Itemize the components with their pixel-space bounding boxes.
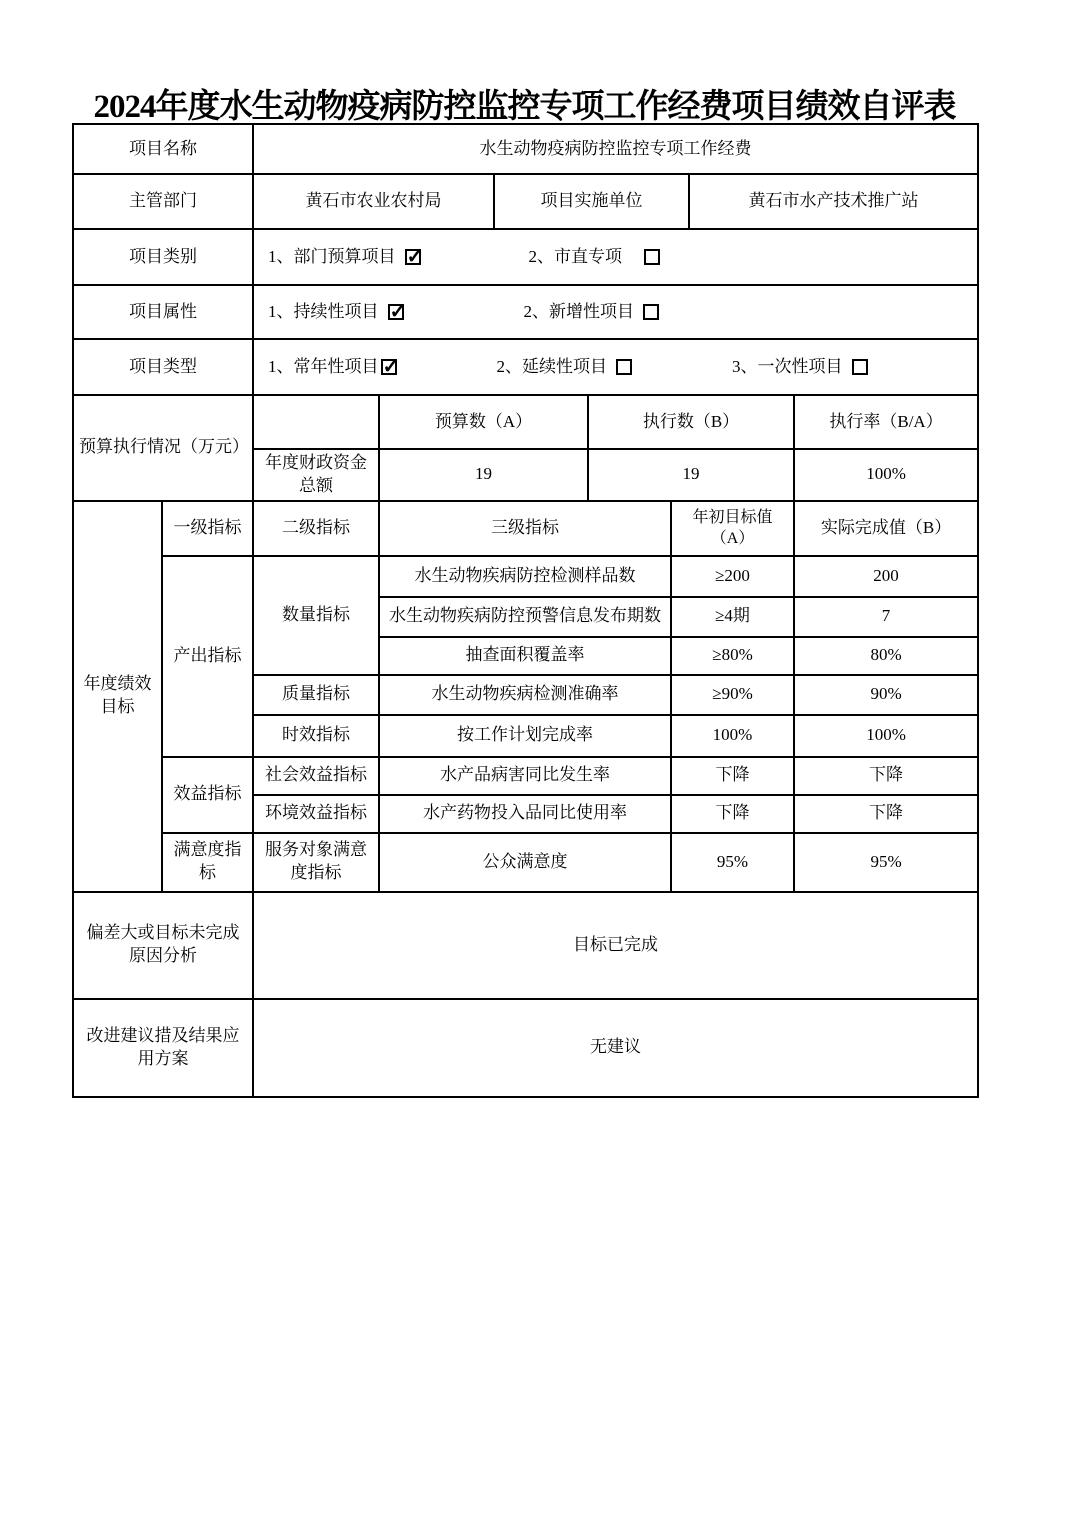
- indicator-row-7-name: 水产药物投入品同比使用率: [379, 795, 671, 833]
- improvement-value: 无建议: [253, 999, 978, 1097]
- project-name-value: 水生动物疫病防控监控专项工作经费: [253, 124, 978, 174]
- indicator-row-3-name: 抽查面积覆盖率: [379, 637, 671, 675]
- l2-social-cell: 社会效益指标: [253, 757, 379, 795]
- attribute-options: [259, 301, 972, 324]
- attribute-option-1-label: 1、持续性项目: [268, 301, 379, 321]
- category-option-2-checkbox-icon[interactable]: [644, 249, 660, 265]
- attribute-option-1-checkbox-icon[interactable]: [388, 304, 404, 320]
- ptype-option-1-checkbox-icon[interactable]: [381, 359, 397, 375]
- indicator-row-4-target: ≥90%: [671, 675, 794, 715]
- ptype-option-2-checkbox-icon[interactable]: [616, 359, 632, 375]
- ptype-option-3: [732, 356, 868, 379]
- budget-col-rate-header: 执行率（B/A）: [794, 395, 978, 449]
- impl-unit-label: 项目实施单位: [494, 174, 689, 229]
- l2-service-cell: 服务对象满意度指标: [253, 833, 379, 892]
- category-options-cell: [253, 229, 978, 285]
- l2-timeliness-cell: 时效指标: [253, 715, 379, 757]
- attribute-option-1: [268, 301, 404, 324]
- l2-quality-cell: 质量指标: [253, 675, 379, 715]
- attribute-option-2-label: 2、新增性项目: [523, 301, 634, 321]
- category-option-1-label: 1、部门预算项目: [268, 246, 396, 266]
- indicator-row-1-actual: 200: [794, 556, 978, 597]
- indicator-row-4-actual: 90%: [794, 675, 978, 715]
- l2-environment-cell: 环境效益指标: [253, 795, 379, 833]
- indicator-row-3-target: ≥80%: [671, 637, 794, 675]
- attribute-option-2-checkbox-icon[interactable]: [643, 304, 659, 320]
- budget-col-b-header: 执行数（B）: [588, 395, 794, 449]
- indicator-header-l1: 一级指标: [162, 501, 253, 556]
- ptype-option-1-label: 1、常年性项目: [268, 356, 379, 376]
- indicator-row-8-name: 公众满意度: [379, 833, 671, 892]
- budget-section-label: 预算执行情况（万元）: [73, 395, 253, 501]
- category-options: [259, 246, 972, 269]
- ptype-option-2: [497, 356, 633, 379]
- ptype-option-1: [268, 356, 397, 379]
- indicator-row-3-actual: 80%: [794, 637, 978, 675]
- indicator-row-5-actual: 100%: [794, 715, 978, 757]
- ptype-option-2-label: 2、延续性项目: [496, 356, 607, 376]
- improvement-label: 改进建议措及结果应用方案: [73, 999, 253, 1097]
- indicator-header-l3: 三级指标: [379, 501, 671, 556]
- budget-b-value: 19: [588, 449, 794, 501]
- ptype-option-3-label: 3、一次性项目: [732, 356, 843, 376]
- category-option-2: [529, 246, 661, 269]
- ptype-label: 项目类型: [73, 339, 253, 395]
- budget-row-label: 年度财政资金总额: [253, 449, 379, 501]
- attribute-label: 项目属性: [73, 285, 253, 339]
- ptype-options-cell: [253, 339, 978, 395]
- impl-unit-value: 黄石市水产技术推广站: [689, 174, 978, 229]
- evaluation-table: [72, 123, 979, 1098]
- deviation-label: 偏差大或目标未完成原因分析: [73, 892, 253, 999]
- indicator-header-l2: 二级指标: [253, 501, 379, 556]
- perf-goal-section-label: 年度绩效目标: [73, 501, 162, 892]
- indicator-row-5-name: 按工作计划完成率: [379, 715, 671, 757]
- ptype-options: [259, 356, 972, 379]
- deviation-value: 目标已完成: [253, 892, 978, 999]
- attribute-option-2: [524, 301, 660, 324]
- budget-empty-cell: [253, 395, 379, 449]
- attribute-options-cell: [253, 285, 978, 339]
- indicator-row-8-target: 95%: [671, 833, 794, 892]
- l1-satisfaction-cell: 满意度指标: [162, 833, 253, 892]
- dept-label: 主管部门: [73, 174, 253, 229]
- ptype-option-3-checkbox-icon[interactable]: [852, 359, 868, 375]
- budget-col-a-header: 预算数（A）: [379, 395, 588, 449]
- l2-quantity-cell: 数量指标: [253, 556, 379, 675]
- indicator-header-actual: 实际完成值（B）: [794, 501, 978, 556]
- category-label: 项目类别: [73, 229, 253, 285]
- dept-value: 黄石市农业农村局: [253, 174, 494, 229]
- budget-a-value: 19: [379, 449, 588, 501]
- l1-output-cell: 产出指标: [162, 556, 253, 757]
- indicator-row-8-actual: 95%: [794, 833, 978, 892]
- category-option-1-checkbox-icon[interactable]: [405, 249, 421, 265]
- indicator-row-1-target: ≥200: [671, 556, 794, 597]
- indicator-row-4-name: 水生动物疾病检测准确率: [379, 675, 671, 715]
- indicator-row-6-name: 水产品病害同比发生率: [379, 757, 671, 795]
- page-title: 2024年度水生动物疫病防控监控专项工作经费项目绩效自评表: [93, 89, 956, 125]
- indicator-row-2-target: ≥4期: [671, 597, 794, 637]
- budget-rate-value: 100%: [794, 449, 978, 501]
- indicator-row-2-actual: 7: [794, 597, 978, 637]
- indicator-row-5-target: 100%: [671, 715, 794, 757]
- project-name-label: 项目名称: [73, 124, 253, 174]
- indicator-row-6-target: 下降: [671, 757, 794, 795]
- category-option-2-label: 2、市直专项: [528, 246, 622, 266]
- indicator-row-7-actual: 下降: [794, 795, 978, 833]
- indicator-row-1-name: 水生动物疾病防控检测样品数: [379, 556, 671, 597]
- category-option-1: [268, 246, 421, 269]
- l1-benefit-cell: 效益指标: [162, 757, 253, 833]
- indicator-header-target: 年初目标值（A）: [671, 501, 794, 556]
- indicator-row-6-actual: 下降: [794, 757, 978, 795]
- indicator-row-2-name: 水生动物疾病防控预警信息发布期数: [379, 597, 671, 637]
- indicator-row-7-target: 下降: [671, 795, 794, 833]
